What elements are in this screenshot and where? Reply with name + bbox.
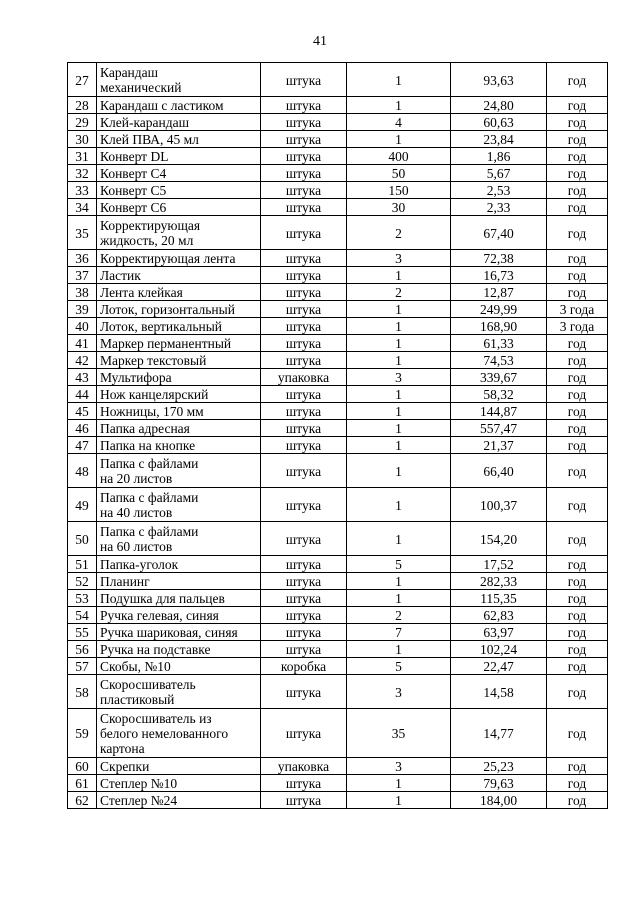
- item-name-line: Маркер перманентный: [100, 336, 232, 351]
- item-name-cell: [97, 454, 261, 488]
- item-name-line: Карандаш: [100, 65, 159, 80]
- unit-cell: штука: [261, 267, 347, 284]
- item-name-line: Конверт С5: [100, 183, 167, 198]
- unit-cell: упаковка: [261, 758, 347, 775]
- quantity-cell: 1: [347, 63, 451, 97]
- item-name-line: Степлер №10: [100, 776, 178, 791]
- item-name-cell: [97, 284, 261, 301]
- unit-cell: штука: [261, 488, 347, 522]
- price-cell: 144,87: [451, 403, 547, 420]
- row-number-cell: 49: [68, 488, 97, 522]
- price-cell: 14,58: [451, 675, 547, 709]
- price-cell: 12,87: [451, 284, 547, 301]
- quantity-cell: 3: [347, 369, 451, 386]
- table-row: [68, 199, 608, 216]
- term-cell: год: [547, 114, 608, 131]
- term-cell: год: [547, 369, 608, 386]
- unit-cell: штука: [261, 522, 347, 556]
- row-number-cell: 52: [68, 573, 97, 590]
- item-name-line: Ручка гелевая, синяя: [100, 608, 219, 623]
- item-name-line: Ножницы, 170 мм: [100, 404, 204, 419]
- row-number-cell: 62: [68, 792, 97, 809]
- item-name-cell: [97, 63, 261, 97]
- price-cell: 58,32: [451, 386, 547, 403]
- item-name-cell: [97, 301, 261, 318]
- item-name-cell: [97, 148, 261, 165]
- quantity-cell: 3: [347, 250, 451, 267]
- item-name-cell: [97, 97, 261, 114]
- term-cell: год: [547, 250, 608, 267]
- price-cell: 5,67: [451, 165, 547, 182]
- term-cell: год: [547, 607, 608, 624]
- term-cell: год: [547, 675, 608, 709]
- price-cell: 115,35: [451, 590, 547, 607]
- quantity-cell: 1: [347, 522, 451, 556]
- term-cell: год: [547, 97, 608, 114]
- price-cell: 2,53: [451, 182, 547, 199]
- quantity-cell: 1: [347, 792, 451, 809]
- quantity-cell: 1: [347, 775, 451, 792]
- term-cell: год: [547, 63, 608, 97]
- price-cell: 184,00: [451, 792, 547, 809]
- unit-cell: штука: [261, 386, 347, 403]
- quantity-cell: 1: [347, 420, 451, 437]
- item-name-line: Клей-карандаш: [100, 115, 190, 130]
- quantity-cell: 2: [347, 284, 451, 301]
- term-cell: год: [547, 335, 608, 352]
- item-name-line: Степлер №24: [100, 793, 178, 808]
- term-cell: год: [547, 403, 608, 420]
- row-number-cell: 40: [68, 318, 97, 335]
- price-cell: 154,20: [451, 522, 547, 556]
- table-row: [68, 556, 608, 573]
- quantity-cell: 3: [347, 758, 451, 775]
- row-number-cell: 54: [68, 607, 97, 624]
- item-name-cell: [97, 182, 261, 199]
- unit-cell: штука: [261, 420, 347, 437]
- item-name-line: механический: [100, 80, 182, 95]
- quantity-cell: 5: [347, 658, 451, 675]
- row-number-cell: 51: [68, 556, 97, 573]
- quantity-cell: 7: [347, 624, 451, 641]
- item-name-cell: [97, 352, 261, 369]
- quantity-cell: 1: [347, 641, 451, 658]
- item-name-cell: [97, 522, 261, 556]
- price-cell: 102,24: [451, 641, 547, 658]
- item-name-cell: [97, 556, 261, 573]
- row-number-cell: 43: [68, 369, 97, 386]
- table-row: [68, 148, 608, 165]
- row-number-cell: 34: [68, 199, 97, 216]
- unit-cell: штука: [261, 775, 347, 792]
- row-number-cell: 33: [68, 182, 97, 199]
- price-cell: 66,40: [451, 454, 547, 488]
- table-row: [68, 675, 608, 709]
- item-name-line: Маркер текстовый: [100, 353, 207, 368]
- item-name-cell: [97, 658, 261, 675]
- table-row: [68, 301, 608, 318]
- term-cell: год: [547, 522, 608, 556]
- term-cell: год: [547, 216, 608, 250]
- table-row: [68, 437, 608, 454]
- item-name-line: Клей ПВА, 45 мл: [100, 132, 199, 147]
- row-number-cell: 41: [68, 335, 97, 352]
- item-name-cell: [97, 114, 261, 131]
- price-cell: 72,38: [451, 250, 547, 267]
- unit-cell: штука: [261, 284, 347, 301]
- item-name-cell: [97, 250, 261, 267]
- unit-cell: штука: [261, 97, 347, 114]
- unit-cell: штука: [261, 335, 347, 352]
- row-number-cell: 31: [68, 148, 97, 165]
- quantity-cell: 1: [347, 590, 451, 607]
- table-row: [68, 590, 608, 607]
- price-cell: 100,37: [451, 488, 547, 522]
- term-cell: год: [547, 658, 608, 675]
- price-cell: 339,67: [451, 369, 547, 386]
- row-number-cell: 58: [68, 675, 97, 709]
- term-cell: год: [547, 199, 608, 216]
- row-number-cell: 55: [68, 624, 97, 641]
- row-number-cell: 48: [68, 454, 97, 488]
- item-name-cell: [97, 607, 261, 624]
- item-name-cell: [97, 318, 261, 335]
- row-number-cell: 56: [68, 641, 97, 658]
- item-name-cell: [97, 488, 261, 522]
- term-cell: год: [547, 386, 608, 403]
- term-cell: год: [547, 131, 608, 148]
- unit-cell: штука: [261, 182, 347, 199]
- unit-cell: штука: [261, 709, 347, 758]
- item-name-cell: [97, 131, 261, 148]
- unit-cell: штука: [261, 556, 347, 573]
- quantity-cell: 4: [347, 114, 451, 131]
- item-name-cell: [97, 775, 261, 792]
- item-name-cell: [97, 437, 261, 454]
- table-row: [68, 63, 608, 97]
- term-cell: год: [547, 556, 608, 573]
- table-row: [68, 369, 608, 386]
- quantity-cell: 35: [347, 709, 451, 758]
- table-row: [68, 641, 608, 658]
- quantity-cell: 1: [347, 97, 451, 114]
- item-name-line: картона: [100, 741, 145, 756]
- table-row: [68, 352, 608, 369]
- quantity-cell: 5: [347, 556, 451, 573]
- table-row: [68, 607, 608, 624]
- item-name-line: Скобы, №10: [100, 659, 171, 674]
- item-name-cell: [97, 267, 261, 284]
- item-name-line: жидкость, 20 мл: [100, 233, 194, 248]
- table-row: [68, 420, 608, 437]
- price-cell: 2,33: [451, 199, 547, 216]
- item-name-line: на 60 листов: [100, 539, 173, 554]
- term-cell: год: [547, 709, 608, 758]
- item-name-line: пластиковый: [100, 692, 175, 707]
- item-name-line: Ручка шариковая, синяя: [100, 625, 238, 640]
- unit-cell: коробка: [261, 658, 347, 675]
- item-name-line: Карандаш с ластиком: [100, 98, 224, 113]
- row-number-cell: 47: [68, 437, 97, 454]
- table-row: [68, 165, 608, 182]
- item-name-line: Конверт DL: [100, 149, 169, 164]
- item-name-cell: [97, 590, 261, 607]
- item-name-line: Подушка для пальцев: [100, 591, 225, 606]
- table-row: [68, 454, 608, 488]
- item-name-cell: [97, 420, 261, 437]
- unit-cell: штука: [261, 301, 347, 318]
- unit-cell: штука: [261, 63, 347, 97]
- table-row: [68, 758, 608, 775]
- item-name-line: Скоросшиватель: [100, 677, 196, 692]
- item-name-cell: [97, 335, 261, 352]
- table-row: [68, 267, 608, 284]
- price-cell: 1,86: [451, 148, 547, 165]
- price-cell: 14,77: [451, 709, 547, 758]
- item-name-cell: [97, 792, 261, 809]
- price-cell: 63,97: [451, 624, 547, 641]
- row-number-cell: 28: [68, 97, 97, 114]
- item-name-line: Папка адресная: [100, 421, 190, 436]
- row-number-cell: 37: [68, 267, 97, 284]
- quantity-cell: 1: [347, 318, 451, 335]
- table-row: [68, 97, 608, 114]
- term-cell: год: [547, 792, 608, 809]
- table-row: [68, 522, 608, 556]
- price-cell: 60,63: [451, 114, 547, 131]
- row-number-cell: 36: [68, 250, 97, 267]
- unit-cell: штука: [261, 454, 347, 488]
- quantity-cell: 1: [347, 403, 451, 420]
- table-row: [68, 403, 608, 420]
- term-cell: год: [547, 641, 608, 658]
- item-name-line: Лоток, горизонтальный: [100, 302, 235, 317]
- price-cell: 24,80: [451, 97, 547, 114]
- row-number-cell: 30: [68, 131, 97, 148]
- quantity-cell: 1: [347, 437, 451, 454]
- price-cell: 16,73: [451, 267, 547, 284]
- item-name-line: Мультифора: [100, 370, 172, 385]
- row-number-cell: 35: [68, 216, 97, 250]
- row-number-cell: 38: [68, 284, 97, 301]
- quantity-cell: 1: [347, 131, 451, 148]
- item-name-line: Папка с файлами: [100, 524, 199, 539]
- item-name-cell: [97, 369, 261, 386]
- unit-cell: штука: [261, 590, 347, 607]
- table-row: [68, 488, 608, 522]
- term-cell: год: [547, 182, 608, 199]
- price-cell: 557,47: [451, 420, 547, 437]
- row-number-cell: 32: [68, 165, 97, 182]
- table-row: [68, 318, 608, 335]
- item-name-line: Скоросшиватель из: [100, 711, 212, 726]
- table-row: [68, 775, 608, 792]
- term-cell: год: [547, 624, 608, 641]
- table-row: [68, 792, 608, 809]
- item-name-cell: [97, 709, 261, 758]
- term-cell: год: [547, 420, 608, 437]
- quantity-cell: 1: [347, 488, 451, 522]
- quantity-cell: 50: [347, 165, 451, 182]
- table-row: [68, 658, 608, 675]
- unit-cell: штука: [261, 641, 347, 658]
- quantity-cell: 1: [347, 335, 451, 352]
- term-cell: год: [547, 775, 608, 792]
- term-cell: год: [547, 488, 608, 522]
- unit-cell: штука: [261, 131, 347, 148]
- row-number-cell: 44: [68, 386, 97, 403]
- unit-cell: штука: [261, 352, 347, 369]
- row-number-cell: 29: [68, 114, 97, 131]
- unit-cell: штука: [261, 675, 347, 709]
- quantity-cell: 30: [347, 199, 451, 216]
- item-name-line: Планинг: [100, 574, 150, 589]
- term-cell: год: [547, 437, 608, 454]
- row-number-cell: 39: [68, 301, 97, 318]
- item-name-line: Корректирующая: [100, 218, 201, 233]
- table-row: [68, 284, 608, 301]
- table-row: [68, 573, 608, 590]
- item-name-line: на 40 листов: [100, 505, 173, 520]
- price-cell: 61,33: [451, 335, 547, 352]
- price-cell: 74,53: [451, 352, 547, 369]
- price-cell: 62,83: [451, 607, 547, 624]
- row-number-cell: 50: [68, 522, 97, 556]
- item-name-cell: [97, 758, 261, 775]
- table-row: [68, 182, 608, 199]
- price-cell: 17,52: [451, 556, 547, 573]
- table-row: [68, 335, 608, 352]
- table-body: [68, 63, 608, 809]
- item-name-line: Скрепки: [100, 759, 150, 774]
- unit-cell: штука: [261, 607, 347, 624]
- row-number-cell: 45: [68, 403, 97, 420]
- item-name-cell: [97, 624, 261, 641]
- unit-cell: штука: [261, 318, 347, 335]
- term-cell: год: [547, 573, 608, 590]
- table-row: [68, 131, 608, 148]
- table-row: [68, 216, 608, 250]
- term-cell: 3 года: [547, 301, 608, 318]
- row-number-cell: 59: [68, 709, 97, 758]
- page-number: 41: [313, 34, 327, 49]
- quantity-cell: 1: [347, 454, 451, 488]
- price-cell: 249,99: [451, 301, 547, 318]
- item-name-cell: [97, 573, 261, 590]
- quantity-cell: 2: [347, 216, 451, 250]
- row-number-cell: 27: [68, 63, 97, 97]
- unit-cell: штука: [261, 216, 347, 250]
- price-cell: 67,40: [451, 216, 547, 250]
- item-name-cell: [97, 216, 261, 250]
- table-row: [68, 250, 608, 267]
- table-row: [68, 709, 608, 758]
- term-cell: год: [547, 284, 608, 301]
- unit-cell: штука: [261, 165, 347, 182]
- item-name-line: белого немелованного: [100, 726, 229, 741]
- item-name-line: на 20 листов: [100, 471, 173, 486]
- row-number-cell: 57: [68, 658, 97, 675]
- item-name-line: Конверт С6: [100, 200, 167, 215]
- item-name-line: Лоток, вертикальный: [100, 319, 223, 334]
- row-number-cell: 53: [68, 590, 97, 607]
- unit-cell: штука: [261, 199, 347, 216]
- term-cell: год: [547, 758, 608, 775]
- item-name-cell: [97, 675, 261, 709]
- term-cell: год: [547, 352, 608, 369]
- item-name-line: Папка на кнопке: [100, 438, 196, 453]
- table-row: [68, 114, 608, 131]
- item-name-cell: [97, 386, 261, 403]
- row-number-cell: 46: [68, 420, 97, 437]
- table-row: [68, 386, 608, 403]
- quantity-cell: 150: [347, 182, 451, 199]
- table-row: [68, 624, 608, 641]
- unit-cell: штука: [261, 624, 347, 641]
- unit-cell: упаковка: [261, 369, 347, 386]
- item-name-line: Конверт С4: [100, 166, 167, 181]
- item-name-line: Ручка на подставке: [100, 642, 211, 657]
- item-name-cell: [97, 403, 261, 420]
- price-cell: 282,33: [451, 573, 547, 590]
- quantity-cell: 3: [347, 675, 451, 709]
- unit-cell: штука: [261, 792, 347, 809]
- quantity-cell: 1: [347, 352, 451, 369]
- item-name-line: Папка с файлами: [100, 456, 199, 471]
- item-name-line: Ластик: [100, 268, 141, 283]
- term-cell: год: [547, 267, 608, 284]
- item-name-cell: [97, 199, 261, 216]
- price-cell: 79,63: [451, 775, 547, 792]
- price-cell: 168,90: [451, 318, 547, 335]
- price-cell: 25,23: [451, 758, 547, 775]
- price-cell: 21,37: [451, 437, 547, 454]
- quantity-cell: 1: [347, 386, 451, 403]
- item-name-line: Папка-уголок: [100, 557, 179, 572]
- supplies-table: [67, 62, 608, 809]
- item-name-line: Корректирующая лента: [100, 251, 236, 266]
- unit-cell: штука: [261, 573, 347, 590]
- quantity-cell: 1: [347, 301, 451, 318]
- unit-cell: штука: [261, 114, 347, 131]
- term-cell: год: [547, 590, 608, 607]
- item-name-cell: [97, 641, 261, 658]
- unit-cell: штука: [261, 437, 347, 454]
- unit-cell: штука: [261, 250, 347, 267]
- price-cell: 22,47: [451, 658, 547, 675]
- term-cell: год: [547, 165, 608, 182]
- quantity-cell: 2: [347, 607, 451, 624]
- term-cell: 3 года: [547, 318, 608, 335]
- item-name-line: Нож канцелярский: [100, 387, 209, 402]
- quantity-cell: 1: [347, 267, 451, 284]
- term-cell: год: [547, 148, 608, 165]
- item-name-line: Лента клейкая: [100, 285, 183, 300]
- unit-cell: штука: [261, 403, 347, 420]
- item-name-line: Папка с файлами: [100, 490, 199, 505]
- quantity-cell: 1: [347, 573, 451, 590]
- price-cell: 23,84: [451, 131, 547, 148]
- unit-cell: штука: [261, 148, 347, 165]
- row-number-cell: 61: [68, 775, 97, 792]
- row-number-cell: 60: [68, 758, 97, 775]
- row-number-cell: 42: [68, 352, 97, 369]
- term-cell: год: [547, 454, 608, 488]
- price-cell: 93,63: [451, 63, 547, 97]
- quantity-cell: 400: [347, 148, 451, 165]
- item-name-cell: [97, 165, 261, 182]
